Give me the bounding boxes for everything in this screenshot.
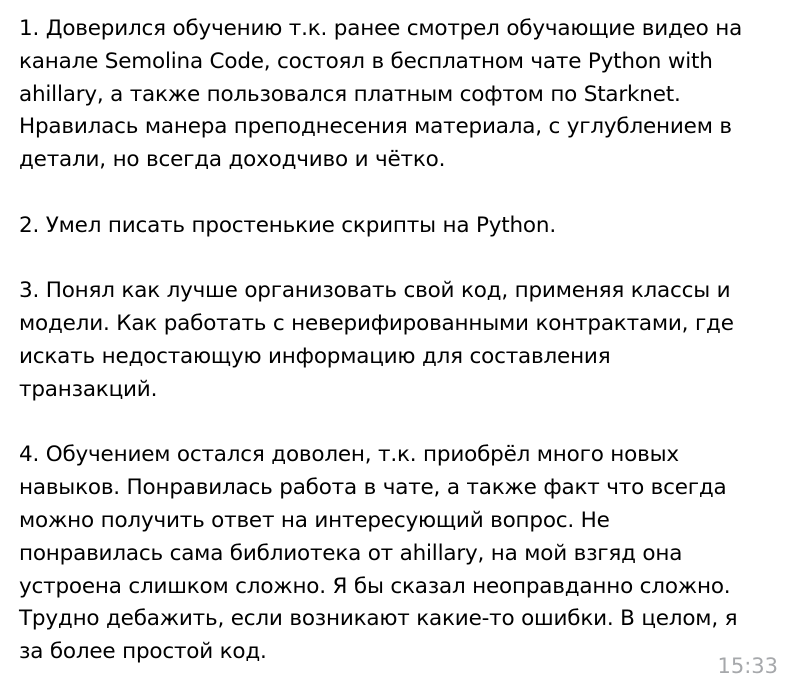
message-line: Нравилась манера преподнесения материала, с углублением в [19,114,732,140]
message-line: модели. Как работать с неверифированными контрактами, где [19,311,734,337]
message-line: искать недостающую информацию для составления [19,343,611,369]
message-line: устроена слишком сложно. Я бы сказал неоправданно сложно. [19,573,731,599]
paragraph-2 [19,210,780,243]
paragraph-spacer [19,177,780,210]
message-line: 3. Понял как лучше организовать свой код, применяя классы и [19,278,731,304]
message-line: навыков. Понравилась работа в чате, а также факт что всегда [19,475,727,501]
message-line: 1. Доверился обучению т.к. ранее смотрел обучающие видео на [19,16,743,41]
paragraph-1 [19,13,780,177]
message-line: понравилась сама библиотека от ahillary, на мой взгяд она [19,540,683,566]
message-line: за более простой код. [19,639,267,665]
paragraph-spacer [19,243,780,276]
paragraph-4 [19,439,780,669]
message-timestamp: 15:33 [717,654,778,679]
paragraph-3 [19,275,780,406]
message-line: Трудно дебажить, если возникают какие-то ошибки. В целом, я [19,606,738,632]
paragraph-spacer [19,407,780,440]
message-line: 2. Умел писать простенькие скрипты на Python. [19,212,556,238]
message-line: транзакций. [19,376,158,402]
message-line: детали, но всегда доходчиво и чётко. [19,147,446,173]
message-line: 4. Обучением остался доволен, т.к. приобрёл много новых [19,442,679,468]
message-line: канале Semolina Code, состоял в бесплатном чате Python with [19,48,713,74]
message-line: можно получить ответ на интересующий вопрос. Не [19,507,610,533]
message-line: ahillary, а также пользовался платным софтом по Starknet. [19,81,681,107]
